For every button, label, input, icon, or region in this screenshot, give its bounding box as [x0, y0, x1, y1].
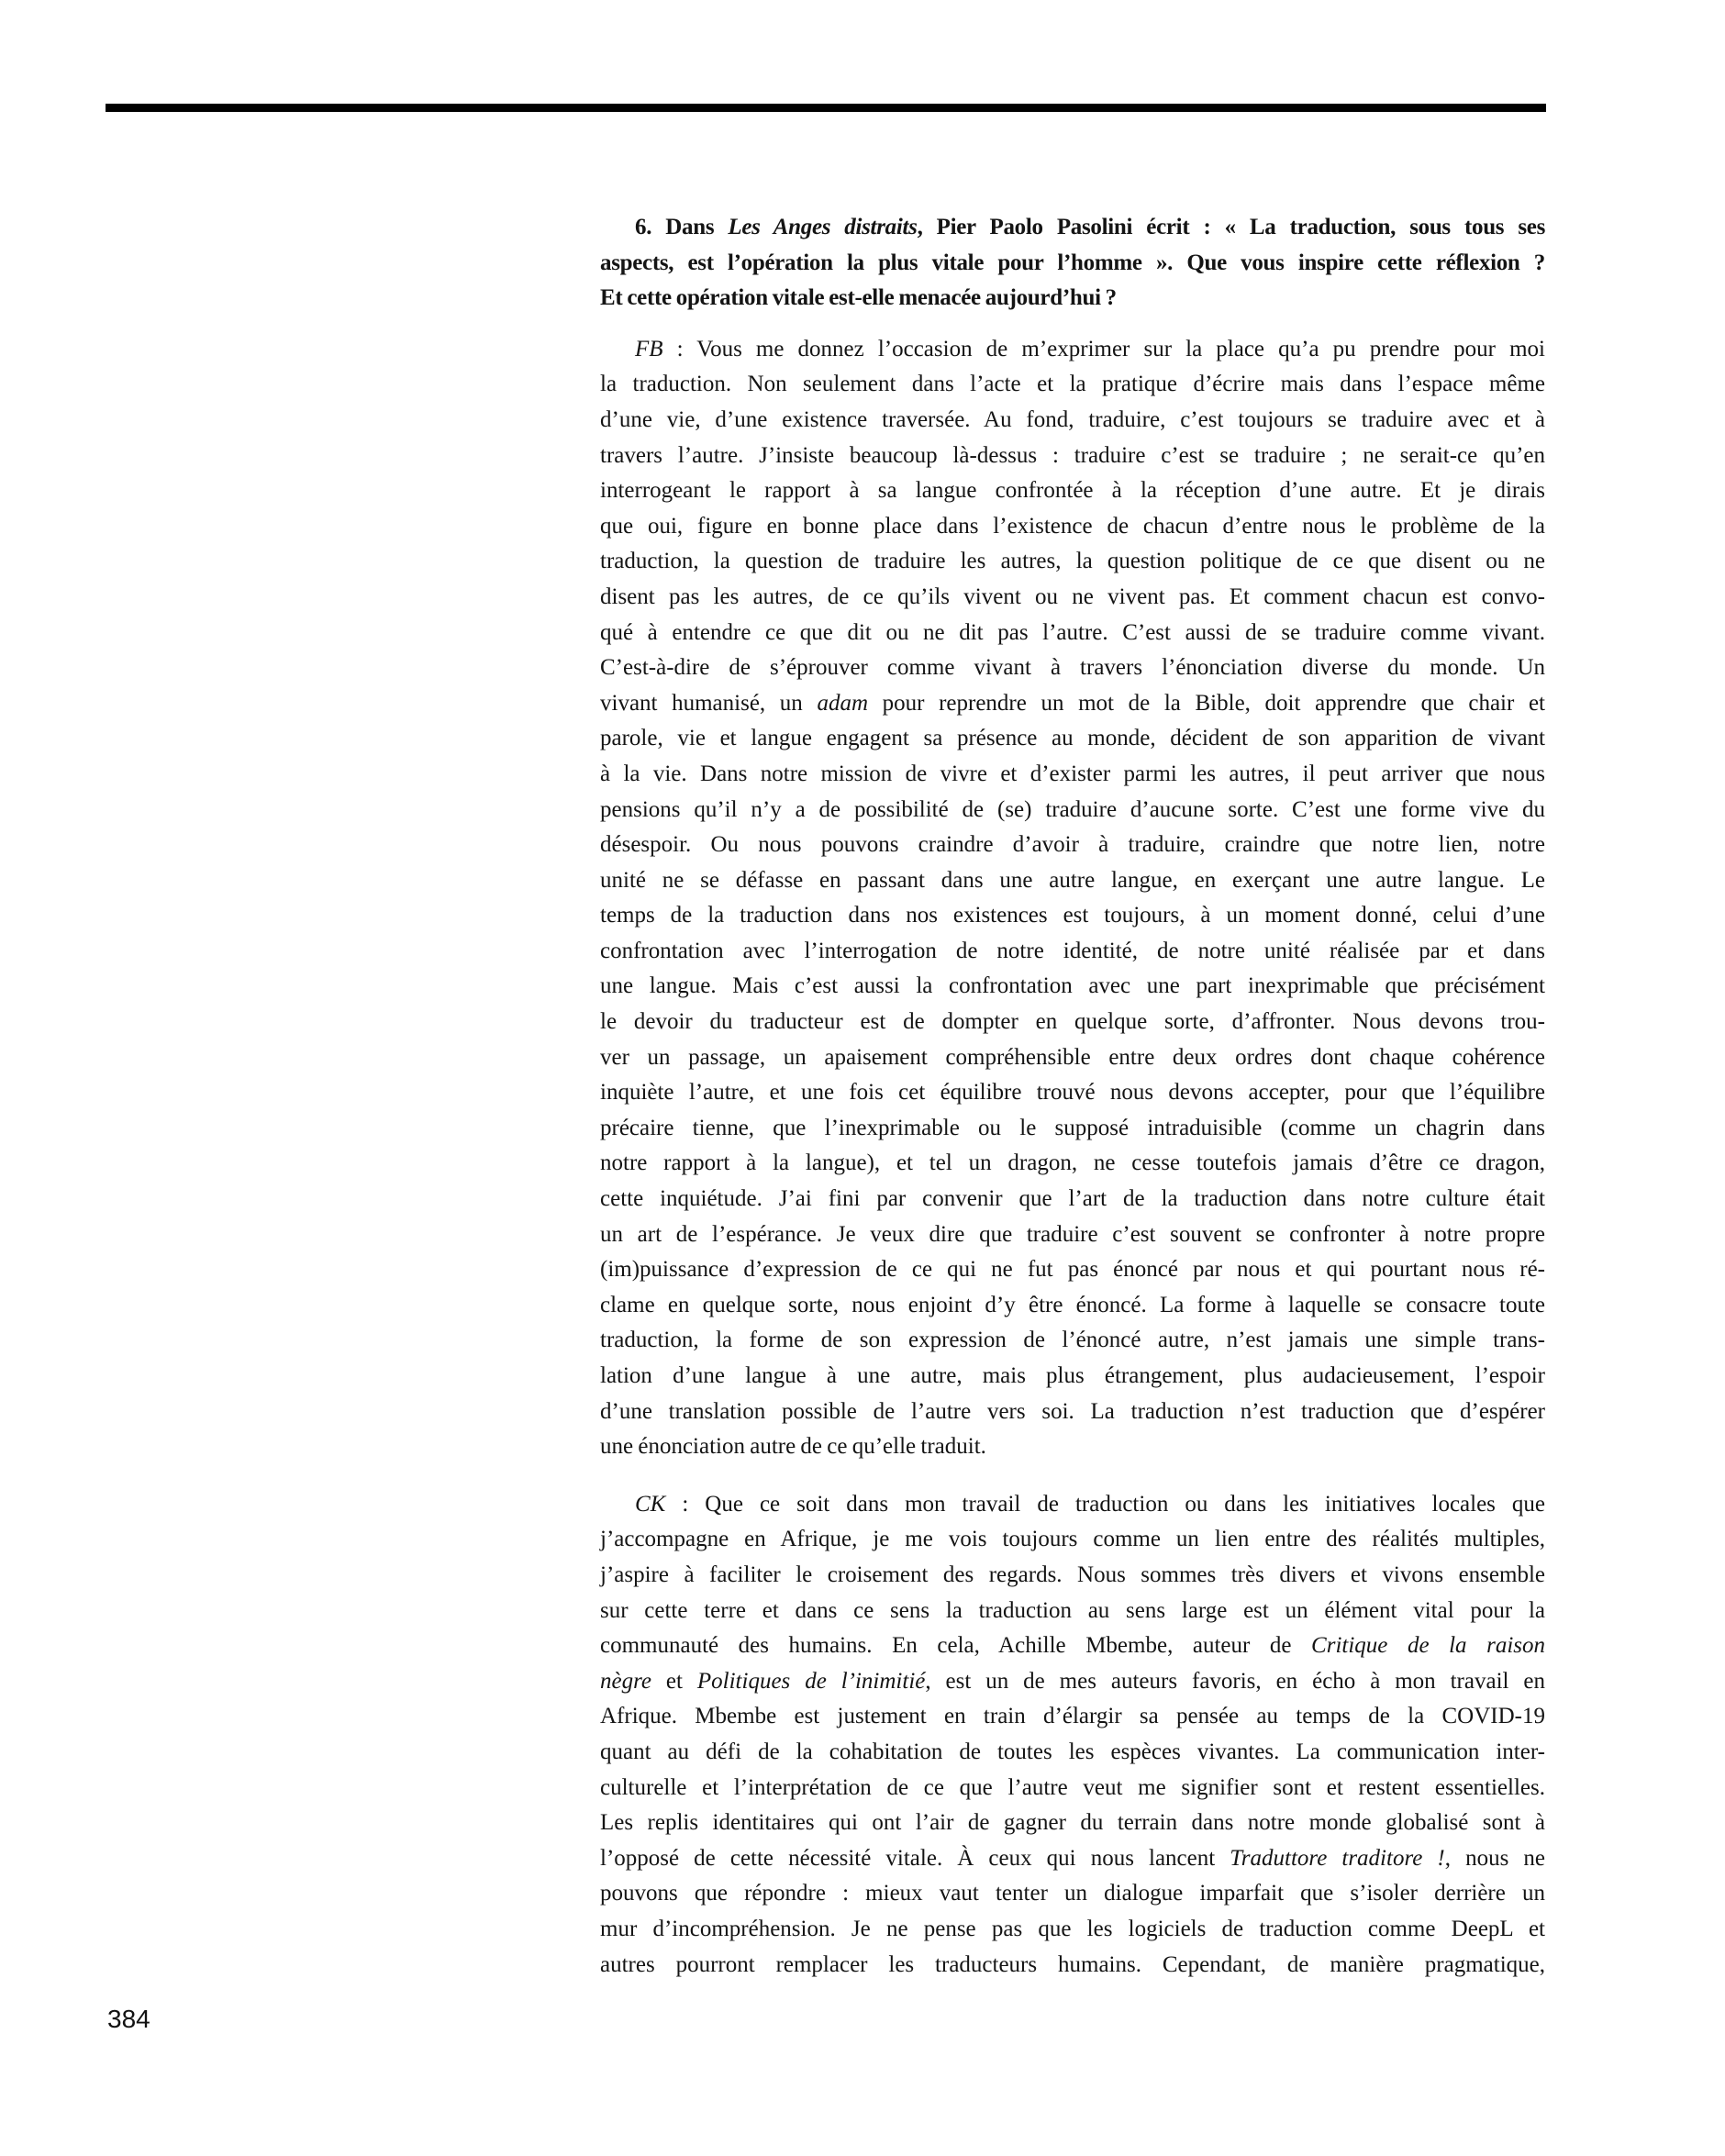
text-line	[600, 969, 1545, 1005]
text-line	[600, 1395, 1545, 1430]
text-segment: inquiète l’autre, et une fois cet équilibre trouvé nous devons accepter, pour que l’équilibre	[600, 1080, 1545, 1106]
text-segment: Afrique. Mbembe est justement en train d’élargir sa pensée au temps de la COVID-19	[600, 1704, 1545, 1729]
text-line	[600, 367, 1545, 403]
text-line	[600, 439, 1545, 474]
text-line	[600, 210, 1545, 246]
text-line	[600, 509, 1545, 545]
text-segment: Politiques de l’inimitié	[696, 1668, 926, 1694]
text-segment: traduction, la forme de son expression de l’énoncé autre, n’est jamais une simple trans-	[600, 1328, 1545, 1353]
text-line	[600, 544, 1545, 580]
text-segment: confrontation avec l’interrogation de notre identité, de notre unité réalisée par et dans	[600, 938, 1545, 963]
text-segment: : Que ce soit dans mon travail de traduction ou dans les initiatives locales que	[665, 1491, 1545, 1517]
text-line	[600, 1288, 1545, 1324]
text-line	[600, 580, 1545, 616]
text-line	[600, 757, 1545, 793]
text-line	[600, 1806, 1545, 1841]
text-segment: précaire tienne, que l’inexprimable ou le supposé intraduisible (comme un chagrin dans	[600, 1115, 1545, 1140]
text-segment: C’est-à-dire de s’éprouver comme vivant à travers l’énonciation diverse du monde. Un	[600, 655, 1545, 681]
text-line	[600, 1323, 1545, 1359]
text-line	[600, 1912, 1545, 1948]
text-segment: culturelle et l’interprétation de ce que l’autre veut me signifier sont et restent essentielles.	[600, 1774, 1545, 1800]
text-segment: le devoir du traducteur est de dompter en quelque sorte, d’affronter. Nous devons trou-	[600, 1009, 1545, 1035]
text-segment: l’opposé de cette nécessité vitale. À ceux qui nous lancent	[600, 1845, 1230, 1871]
text-line	[600, 1876, 1545, 1912]
text-line	[600, 721, 1545, 757]
text-line	[600, 1771, 1545, 1806]
text-line	[600, 1005, 1545, 1040]
text-segment: que oui, figure en bonne place dans l’existence de chacun d’entre nous le problème de la	[600, 513, 1545, 539]
text-segment: aspects, est l’opération la plus vitale pour l’homme ». Que vous inspire cette réflexion ?	[600, 250, 1545, 275]
text-segment: qué à entendre ce que dit ou ne dit pas l’autre. C’est aussi de se traduire comme vivant.	[600, 619, 1545, 645]
text-line	[600, 650, 1545, 686]
text-line	[600, 934, 1545, 970]
text-segment: nègre	[600, 1668, 651, 1694]
text-segment: pour reprendre un mot de la Bible, doit apprendre que chair et	[868, 690, 1545, 716]
text-segment: parole, vie et langue engagent sa présence au monde, décident de son apparition de vivant	[600, 726, 1545, 751]
text-line	[600, 793, 1545, 828]
text-line	[600, 1359, 1545, 1395]
text-segment: Les replis identitaires qui ont l’air de gagner du terrain dans notre monde globalisé sont à	[600, 1810, 1545, 1836]
text-segment: , est un de mes auteurs favoris, en écho à mon travail en	[925, 1668, 1545, 1694]
text-segment: , nous ne	[1444, 1845, 1545, 1871]
text-line	[600, 1841, 1545, 1877]
question-paragraph	[600, 210, 1545, 317]
text-segment: notre rapport à la langue), et tel un dragon, ne cesse toutefois jamais d’être ce dragon,	[600, 1150, 1545, 1176]
text-segment: (im)puissance d’expression de ce qui ne fut pas énoncé par nous et qui pourtant nous ré-	[600, 1257, 1545, 1283]
text-segment: j’aspire à faciliter le croisement des regards. Nous sommes très divers et vivons ensemble	[600, 1561, 1545, 1587]
text-segment: lation d’une langue à une autre, mais plus étrangement, plus audacieusement, l’espoir	[600, 1363, 1545, 1388]
text-segment: cette inquiétude. J’ai fini par convenir que l’art de la traduction dans notre culture était	[600, 1186, 1545, 1212]
text-segment: adam	[817, 690, 868, 716]
text-column	[600, 210, 1545, 1983]
text-segment: d’une vie, d’une existence traversée. Au fond, traduire, c’est toujours se traduire avec et à	[600, 406, 1545, 432]
text-line	[600, 1252, 1545, 1288]
text-segment: disent pas les autres, de ce qu’ils vivent ou ne vivent pas. Et comment chacun est convo-	[600, 583, 1545, 609]
text-segment: communauté des humains. En cela, Achille Mbembe, auteur de	[600, 1633, 1312, 1659]
text-line	[600, 1040, 1545, 1076]
text-segment: sur cette terre et dans ce sens la traduction au sens large est un élément vital pour la	[600, 1597, 1545, 1623]
text-line	[600, 246, 1545, 282]
text-segment: 6. Dans	[635, 215, 729, 239]
text-segment: un art de l’espérance. Je veux dire que traduire c’est souvent se confronter à notre propre	[600, 1221, 1545, 1247]
text-line	[600, 1664, 1545, 1700]
text-segment: ver un passage, un apaisement compréhensible entre deux ordres dont chaque cohérence	[600, 1044, 1545, 1070]
text-line	[600, 1182, 1545, 1217]
text-segment: une langue. Mais c’est aussi la confrontation avec une part inexprimable que précisément	[600, 973, 1545, 999]
text-segment: clame en quelque sorte, nous enjoint d’y être énoncé. La forme à laquelle se consacre toute	[600, 1292, 1545, 1317]
text-segment: traduction, la question de traduire les autres, la question politique de ce que disent ou ne	[600, 549, 1545, 574]
text-segment: la traduction. Non seulement dans l’acte et la pratique d’écrire mais dans l’espace même	[600, 372, 1545, 397]
text-segment: travers l’autre. J’insiste beaucoup là-dessus : traduire c’est se traduire ; ne serait-ce qu’en	[600, 442, 1545, 468]
text-line	[600, 1487, 1545, 1523]
text-segment: temps de la traduction dans nos existences est toujours, à un moment donné, celui d’une	[600, 903, 1545, 928]
text-segment: interrogeant le rapport à sa langue confrontée à la réception d’une autre. Et je dirais	[600, 478, 1545, 504]
header-rule	[106, 104, 1546, 112]
text-line	[600, 281, 1545, 317]
text-segment: FB	[635, 336, 663, 361]
text-segment: et	[651, 1668, 697, 1694]
text-line	[600, 1429, 1545, 1465]
text-segment: mur d’incompréhension. Je ne pense pas que les logiciels de traduction comme DeepL et	[600, 1916, 1545, 1941]
text-segment: , Pier Paolo Pasolini écrit : « La traduction, sous tous ses	[917, 215, 1545, 239]
text-segment: : Vous me donnez l’occasion de m’exprimer sur la place qu’a pu prendre pour moi	[662, 336, 1545, 361]
text-segment: désespoir. Ou nous pouvons craindre d’avoir à traduire, craindre que notre lien, notre	[600, 832, 1545, 858]
text-line	[600, 1699, 1545, 1735]
text-segment: CK	[635, 1491, 666, 1517]
text-segment: quant au défi de la cohabitation de toutes les espèces vivantes. La communication inter-	[600, 1739, 1545, 1764]
text-line	[600, 1075, 1545, 1111]
text-segment: pensions qu’il n’y a de possibilité de (se) traduire d’aucune sorte. C’est une forme vive du	[600, 796, 1545, 822]
ck-paragraph	[600, 1487, 1545, 1983]
text-line	[600, 863, 1545, 899]
text-line	[600, 1594, 1545, 1629]
text-line	[600, 1217, 1545, 1253]
text-line	[600, 1111, 1545, 1147]
text-segment: j’accompagne en Afrique, je me vois toujours comme un lien entre des réalités multiples,	[600, 1527, 1545, 1552]
text-segment: à la vie. Dans notre mission de vivre et d’exister parmi les autres, il peut arriver que nous	[600, 761, 1545, 786]
text-segment: unité ne se défasse en passant dans une autre langue, en exerçant une autre langue. Le	[600, 867, 1545, 893]
text-line	[600, 403, 1545, 439]
text-line	[600, 828, 1545, 863]
text-line	[600, 1735, 1545, 1771]
text-segment: Les Anges distraits	[728, 215, 918, 239]
text-line	[600, 1522, 1545, 1558]
text-line	[600, 1146, 1545, 1182]
text-segment: une énonciation autre de ce qu’elle traduit.	[600, 1434, 986, 1460]
fb-paragraph	[600, 332, 1545, 1465]
text-segment: Traduttore traditore !	[1230, 1845, 1445, 1871]
page-number: 384	[107, 2005, 150, 2033]
text-line	[600, 686, 1545, 722]
text-line	[600, 1628, 1545, 1664]
text-segment: d’une translation possible de l’autre vers soi. La traduction n’est traduction que d’espérer	[600, 1398, 1545, 1424]
text-line	[600, 616, 1545, 651]
text-segment: Critique de la raison	[1311, 1633, 1545, 1659]
text-line	[600, 1948, 1545, 1984]
text-segment: Et cette opération vitale est-elle menacée aujourd’hui ?	[600, 285, 1117, 311]
text-line	[600, 473, 1545, 509]
text-segment: vivant humanisé, un	[600, 690, 818, 716]
text-line	[600, 898, 1545, 934]
text-line	[600, 1558, 1545, 1594]
text-segment: pouvons que répondre : mieux vaut tenter un dialogue imparfait que s’isoler derrière un	[600, 1881, 1545, 1906]
text-segment: autres pourront remplacer les traducteurs humains. Cependant, de manière pragmatique,	[600, 1951, 1545, 1977]
text-line	[600, 332, 1545, 368]
